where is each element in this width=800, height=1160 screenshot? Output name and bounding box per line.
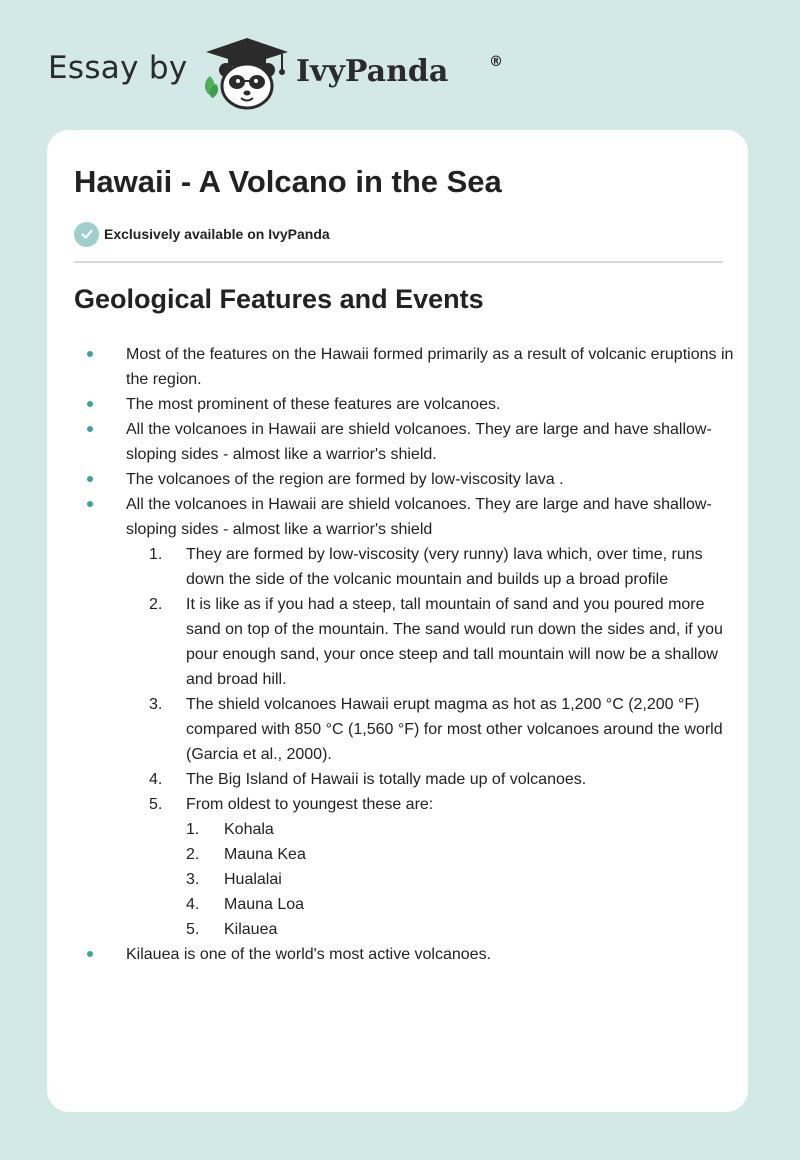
section-heading: Geological Features and Events <box>74 284 484 314</box>
list-item: The most prominent of these features are volcanoes. <box>74 392 734 417</box>
list-item: Kilauea is one of the world's most active volcanoes. <box>74 942 734 967</box>
bullet-dot-icon <box>87 476 93 482</box>
article-body <box>74 342 734 967</box>
essay-by-label: Essay by <box>48 50 188 86</box>
header <box>48 34 508 114</box>
page-title: Hawaii - A Volcano in the Sea <box>74 164 502 199</box>
sublist-item: 5. From oldest to youngest these are: 1. Kohala 2. Mauna Kea 3. Hualalai 4. Mauna Loa 5. Kilauea <box>126 792 734 942</box>
volcano-item: 1. Kohala <box>186 821 274 838</box>
sublist-item: 3. The shield volcanoes Hawaii erupt magma as hot as 1,200 °C (2,200 °F) compared with 850 °C (1,560 °F) for most other volcanoes around the world (Garcia et al., 2000). <box>149 696 723 763</box>
volcano-item: 4. Mauna Loa <box>186 896 305 913</box>
registered-mark: ® <box>489 54 503 70</box>
bullet-dot-icon <box>87 501 93 507</box>
bullet-dot-icon <box>87 426 93 432</box>
volcano-item: 3. Hualalai <box>186 871 282 888</box>
volcano-list <box>186 817 734 942</box>
sublist-item: 2. It is like as if you had a steep, tall mountain of sand and you poured more sand on top of the mountain. The sand would run down the sides and, if you pour enough sand, your once steep and tall mountain will now be a shallow and broad hill. <box>149 596 723 688</box>
essay-card <box>47 130 748 1112</box>
panda-graduate-icon <box>202 34 292 110</box>
list-item: The volcanoes of the region are formed by low-viscosity lava . <box>74 467 734 492</box>
bullet-dot-icon <box>87 951 93 957</box>
list-item: All the volcanoes in Hawaii are shield volcanoes. They are large and have shallow-sloping sides - almost like a warrior's shield 1. They are formed by low-viscosity (very runny) lava which, over time, runs down the side of the volcanic mountain and builds up a broad profile 2. It is like as if you had a steep, tall mountain of sand and you poured more sand on top of the mountain. The sand would run down the sides and, if you pour enough sand, your once steep and tall mountain will now be a shallow and broad hill. 3. The shield volcanoes Hawaii erupt magma as hot as 1,200 °C (2,200 °F) compared with 850 °C (1,560 °F) for most other volcanoes around the world (Garcia et al., 2000). 4. The Big Island of Hawaii is totally made up of volcanoes. 5. From oldest to youngest these are: 1. Kohala 2. Mauna Kea 3. Hualalai 4. Mauna Loa 5. Kilauea <box>74 492 734 942</box>
volcano-item: 2. Mauna Kea <box>186 846 306 863</box>
bullet-dot-icon <box>87 351 93 357</box>
check-circle-icon <box>74 222 99 247</box>
list-item: All the volcanoes in Hawaii are shield volcanoes. They are large and have shallow-sloping sides - almost like a warrior's shield. <box>74 417 734 467</box>
badge-text: Exclusively available on IvyPanda <box>104 226 330 242</box>
bullet-dot-icon <box>87 401 93 407</box>
bullet-list <box>74 342 734 967</box>
exclusive-badge <box>74 221 330 247</box>
volcano-item: 5. Kilauea <box>186 921 278 938</box>
brand-name: IvyPanda <box>296 54 449 89</box>
numbered-sublist <box>126 542 734 942</box>
list-item: Most of the features on the Hawaii formed primarily as a result of volcanic eruptions in the region. <box>74 342 734 392</box>
sublist-item: 1. They are formed by low-viscosity (very runny) lava which, over time, runs down the side of the volcanic mountain and builds up a broad profile <box>149 546 703 588</box>
divider <box>74 261 723 263</box>
sublist-item: 4. The Big Island of Hawaii is totally made up of volcanoes. <box>149 771 587 788</box>
